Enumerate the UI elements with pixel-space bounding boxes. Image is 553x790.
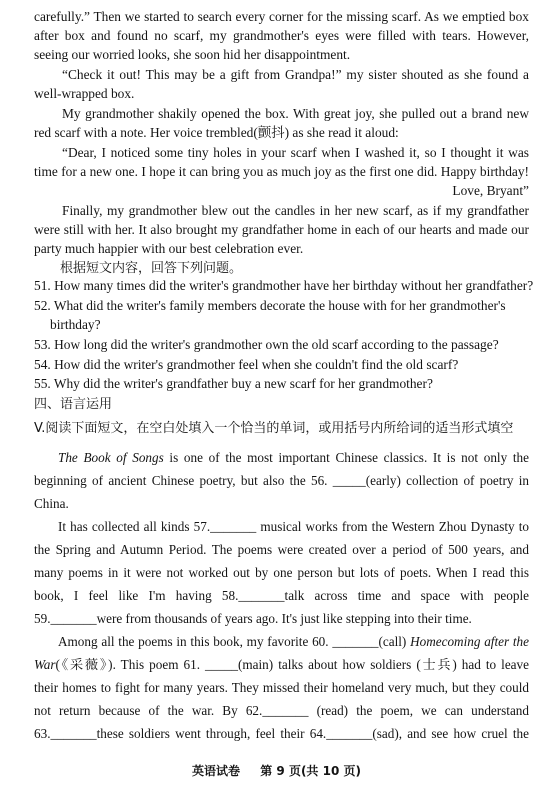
- story-line: Finally, my grandmother blew out the candles in her new scarf, as if my grandfather: [62, 203, 529, 218]
- passage-line: 63._______these soldiers went through, feel their 64._______(sad), and see how cruel the: [34, 726, 529, 741]
- passage-line: The Book of Songs is one of the most important Chinese classics. It is not only the: [58, 450, 529, 465]
- question-52-cont: birthday?: [50, 317, 101, 332]
- section-heading: 四、语言运用: [34, 397, 113, 412]
- question-53: 53. How long did the writer's grandmother own the old scarf according to the passage?: [34, 337, 499, 352]
- story-line: after box and found no scarf, my grandmother's eyes were filled with tears. However,: [34, 28, 529, 43]
- question-54: 54. How did the writer's grandmother feel when she couldn't find the old scarf?: [34, 357, 459, 372]
- passage-line: the Spring and Autumn Period. The poems were created over a period of 500 years, and: [34, 542, 529, 557]
- poem-title-end: War: [34, 657, 56, 672]
- question-52: 52. What did the writer's family members decorate the house with for her grandmother's: [34, 298, 506, 313]
- poem-title: Homecoming after the: [410, 634, 529, 649]
- story-line: time for a new one. I hope it can bring you as much joy as the first one did. Happy birthday!: [34, 164, 529, 179]
- story-line: My grandmother shakily opened the box. With great joy, she pulled out a brand new: [62, 106, 529, 121]
- story-line: “Check it out! This may be a gift from Grandpa!” my sister shouted as she found a: [62, 67, 529, 82]
- questions-instruction: 根据短文内容，回答下列问题。: [60, 261, 243, 276]
- passage-line: 59._______were from thousands of years ago. It's just like stepping into their time.: [34, 611, 472, 626]
- passage-line: their homes to fight for many years. They missed their homeland very much, but they could: [34, 680, 529, 695]
- footer-subject: 英语试卷: [192, 764, 241, 778]
- story-line: red scarf with a note. Her voice trembled(颤抖) as she read it aloud:: [34, 125, 399, 140]
- passage-line: not return because of the war. By 62._______ (read) the poem, we can understand: [34, 703, 529, 718]
- story-line: were still with her. It also brought my grandfather home in each of our hearts and made our: [34, 222, 529, 237]
- passage-line: Among all the poems in this book, my favorite 60. _______(call) Homecoming after the: [58, 634, 529, 649]
- page-footer: [0, 762, 553, 779]
- passage-line: It has collected all kinds 57._______ musical works from the Western Zhou Dynasty to: [58, 519, 529, 534]
- story-line: well-wrapped box.: [34, 86, 135, 101]
- passage-line: book, I feel like I'm having 58._______talk across time and space with people: [34, 588, 529, 603]
- question-51: 51. How many times did the writer's grandmother have her birthday without her grandfather?: [34, 278, 534, 293]
- passage-line: many poems in it were not worked out by one person but lots of poets. When I read this: [34, 565, 529, 580]
- story-line: carefully.” Then we started to search every corner for the missing scarf. As we emptied box: [34, 9, 529, 24]
- story-line: party much happier with our best celebration ever.: [34, 241, 304, 256]
- passage-line: War(《采薇》). This poem 61. _____(main) talks about how soldiers (士兵) had to leave: [34, 657, 529, 672]
- story-line: seeing our worried looks, she soon hid her disappointment.: [34, 47, 351, 62]
- passage-line: China.: [34, 496, 69, 511]
- footer-page-number: 第 9 页(共 10 页): [260, 764, 361, 778]
- book-title: The Book of Songs: [58, 450, 164, 465]
- part-v-instruction: V.阅读下面短文，在空白处填入一个恰当的单词，或用括号内所给词的适当形式填空: [34, 421, 514, 436]
- story-signature: Love, Bryant”: [452, 183, 529, 198]
- story-line: “Dear, I noticed some tiny holes in your scarf when I washed it, so I thought it was: [62, 145, 529, 160]
- passage-line: beginning of ancient Chinese poetry, but also the 56. _____(early) collection of poetry in: [34, 473, 529, 488]
- question-55: 55. Why did the writer's grandfather buy a new scarf for her grandmother?: [34, 376, 433, 391]
